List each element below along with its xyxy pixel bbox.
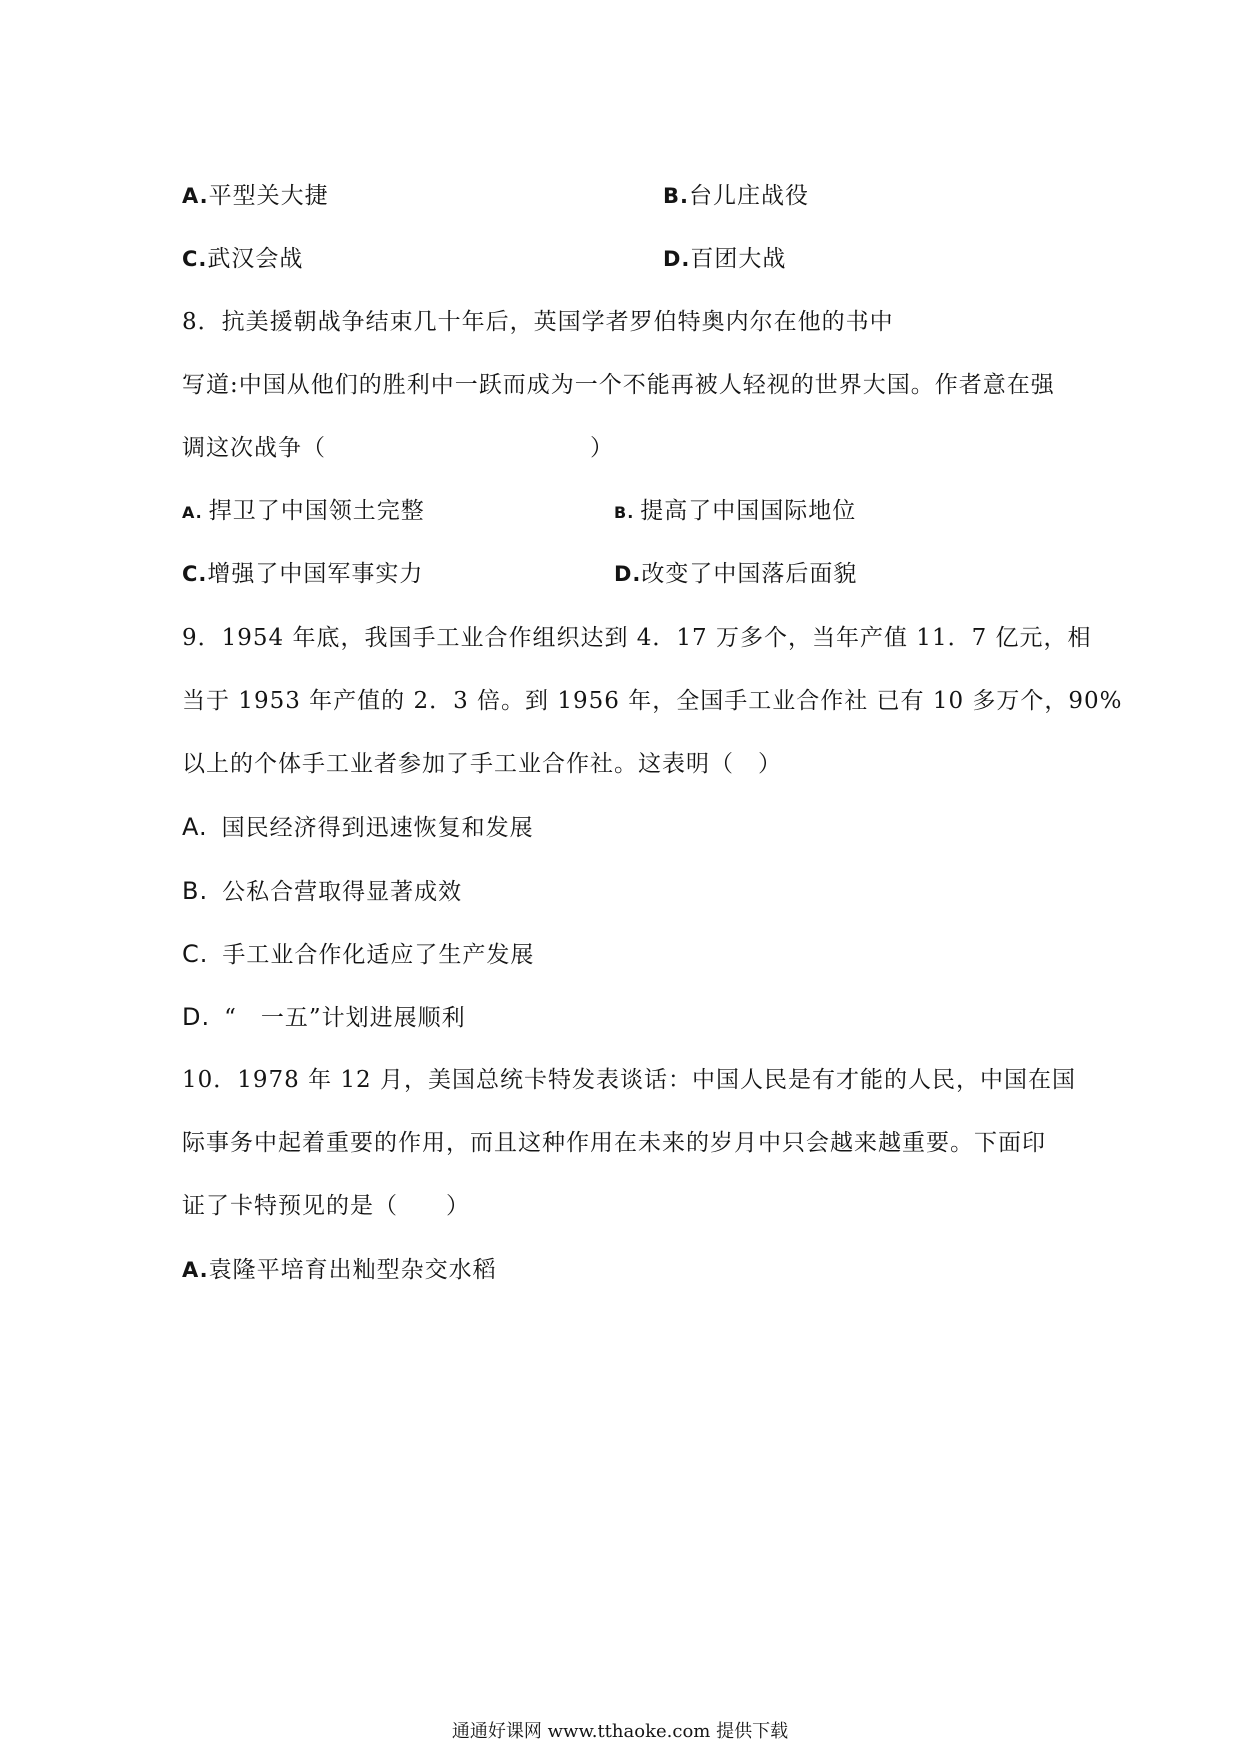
q8-option-c (182, 559, 423, 589)
q8-option-d-text: 改变了中国落后面貌 (641, 561, 858, 587)
q7-option-d-text: 百团大战 (690, 246, 787, 272)
q8-option-a (182, 496, 425, 528)
q7-option-c (182, 244, 303, 274)
q8-option-d (614, 559, 857, 589)
q9-option-d-label: D. (182, 1003, 211, 1031)
q8-stem-line-3: 调这次战争（ ） (182, 435, 614, 461)
q10-option-a-text: 袁隆平培育出籼型杂交水稻 (208, 1257, 497, 1283)
q7-option-a-text: 平型关大捷 (208, 183, 329, 209)
q7-option-a (182, 181, 329, 211)
q9-option-d (182, 1002, 466, 1033)
q8-option-c-text: 增强了中国军事实力 (207, 561, 424, 587)
q8-stem-line-2: 写道:中国从他们的胜利中一跃而成为一个不能再被人轻视的世界大国。作者意在强 (182, 372, 1055, 398)
q7-option-b-text: 台儿庄战役 (688, 183, 809, 209)
q9-option-b-text: 公私合营取得显著成效 (222, 879, 463, 905)
q9-option-a-label: A. (182, 813, 208, 841)
q10-option-a-label: A. (182, 1258, 209, 1282)
q7-option-c-label: C. (182, 247, 208, 271)
q9-stem-line-1: 9．1954 年底，我国手工业合作组织达到 4．17 万多个，当年产值 11．7 亿元，相 (182, 625, 1092, 651)
q7-option-b (663, 181, 809, 211)
q9-option-a-text: 国民经济得到迅速恢复和发展 (221, 815, 534, 841)
q9-option-a (182, 812, 534, 843)
q7-option-c-text: 武汉会战 (207, 246, 304, 272)
q7-option-d-label: D. (663, 247, 691, 271)
q10-option-a (182, 1255, 497, 1285)
q8-option-a-label: A. (182, 503, 203, 522)
q7-option-a-label: A. (182, 184, 209, 208)
q8-option-c-label: C. (182, 562, 208, 586)
q8-stem-line-1: 8．抗美援朝战争结束几十年后，英国学者罗伯特奥内尔在他的书中 (182, 309, 894, 335)
q8-option-a-text: 捍卫了中国领土完整 (208, 498, 425, 524)
q7-option-d (663, 244, 786, 274)
q8-option-d-label: D. (614, 562, 642, 586)
q7-option-b-label: B. (663, 184, 689, 208)
q8-option-b-text: 提高了中国国际地位 (640, 498, 857, 524)
q9-stem-line-3: 以上的个体手工业者参加了手工业合作社。这表明（ ） (182, 751, 782, 777)
q8-option-b-label: B. (614, 503, 635, 522)
q9-option-c-text: 手工业合作化适应了生产发展 (222, 942, 535, 968)
q9-option-c-label: C. (182, 940, 209, 968)
q10-stem-line-1: 10．1978 年 12 月，美国总统卡特发表谈话：中国人民是有才能的人民，中国在国 (182, 1067, 1076, 1093)
q10-stem-line-2: 际事务中起着重要的作用，而且这种作用在未来的岁月中只会越来越重要。下面印 (182, 1130, 1046, 1156)
q9-option-b (182, 876, 462, 907)
q8-option-b (614, 496, 856, 528)
q9-stem-line-2: 当于 1953 年产值的 2．3 倍。到 1956 年，全国手工业合作社 已有 10 多万个，90% (182, 688, 1123, 714)
page-footer: 通通好课网 www.tthaoke.com 提供下载 (451, 1721, 789, 1742)
q10-stem-line-3: 证了卡特预见的是（ ） (182, 1193, 470, 1219)
q9-option-d-text: “ 一五”计划进展顺利 (224, 1005, 466, 1031)
q9-option-c (182, 939, 534, 970)
q9-option-b-label: B. (182, 877, 209, 905)
